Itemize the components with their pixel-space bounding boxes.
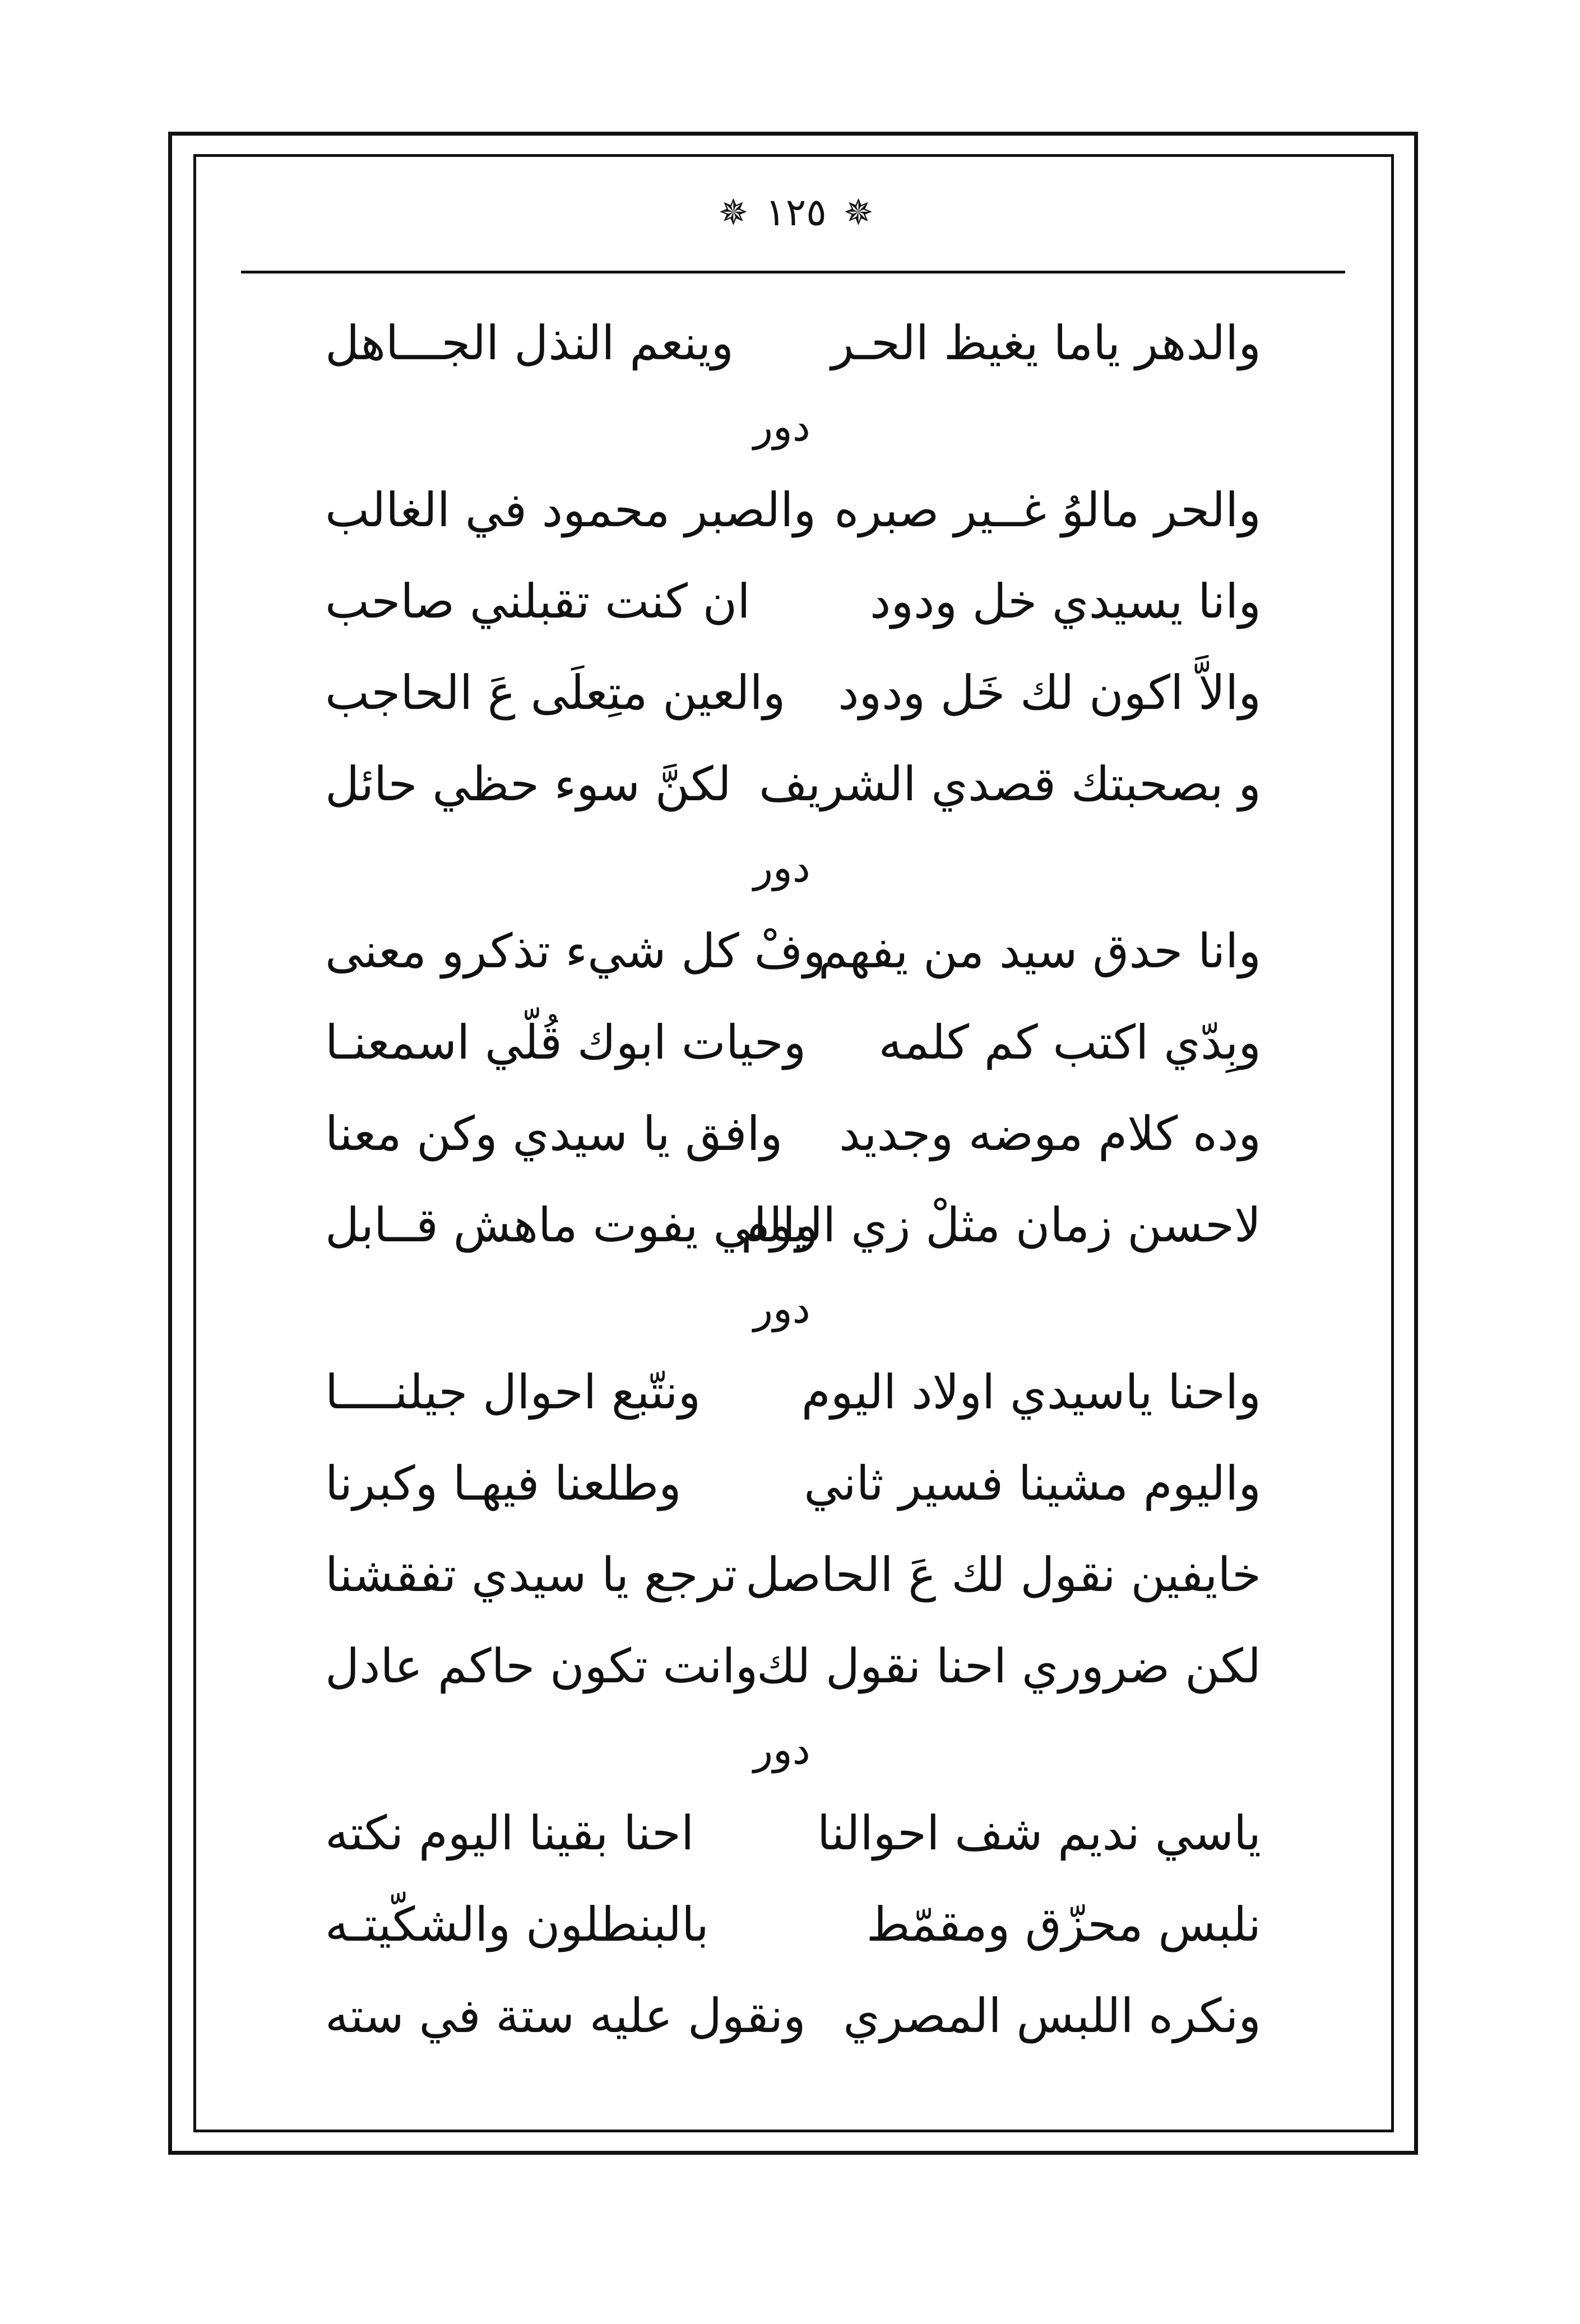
stanza-heading-label: دور — [753, 402, 810, 450]
verse-second-hemistich: ان كنت تقبلني صاحب — [325, 573, 750, 629]
verse-first-hemistich: وده كلام موضه وجديد — [838, 1106, 1261, 1161]
verse-line — [325, 1970, 1261, 2061]
verse-second-hemistich: بالبنطلون والشكّيتـه — [325, 1896, 709, 1952]
stanza-heading — [325, 1270, 1261, 1346]
verse-first-hemistich: واليوم مشينا فسير ثاني — [804, 1455, 1261, 1511]
verse-second-hemistich: وفْ كل شيء تذكرو معنى — [325, 923, 826, 978]
verse-first-hemistich: نلبس محزّق ومقمّط — [866, 1896, 1261, 1952]
verse-first-hemistich: لاحسن زمان مثلْ زي اليوم — [740, 1197, 1261, 1253]
verse-second-hemistich: احنا بقينا اليوم نكته — [325, 1805, 694, 1861]
ornament-star-icon: ✵ — [718, 192, 749, 234]
verse-line — [325, 1620, 1261, 1711]
verse-first-hemistich: وانا حدق سيد من يفهم — [818, 923, 1261, 978]
verse-first-hemistich: والحر مالوُ غــير صبره — [834, 482, 1261, 537]
verse-second-hemistich: وينعم النذل الجـــاهل — [325, 315, 734, 370]
verse-line — [325, 1787, 1261, 1878]
stanza-heading-label: دور — [753, 843, 810, 891]
poem-body — [325, 297, 1261, 2061]
page-number: ١٢٥ — [765, 191, 827, 235]
stanza-heading-label: دور — [753, 1284, 810, 1332]
verse-second-hemistich: ونقول عليه ستة في سته — [325, 1988, 806, 2043]
verse-first-hemistich: وبِدّي اكتب كم كلمه — [878, 1014, 1261, 1070]
verse-line — [325, 905, 1261, 996]
verse-second-hemistich: لكنَّ سوء حظي حائل — [325, 756, 731, 811]
verse-first-hemistich: و بصحبتك قصدي الشريف — [759, 756, 1261, 811]
verse-line — [325, 996, 1261, 1088]
verse-line — [325, 1179, 1261, 1270]
stanza-heading — [325, 388, 1261, 464]
stanza-heading — [325, 1711, 1261, 1787]
verse-first-hemistich: وانا يسيدي خل ودود — [870, 573, 1261, 629]
verse-line — [325, 1529, 1261, 1620]
verse-first-hemistich: واحنا ياسيدي اولاد اليوم — [801, 1364, 1261, 1420]
ornament-star-icon: ✵ — [843, 192, 874, 234]
verse-first-hemistich: ياسي نديم شف احوالنا — [817, 1805, 1261, 1861]
verse-line — [325, 1878, 1261, 1970]
header-divider — [241, 271, 1345, 273]
verse-second-hemistich: واللي يفوت ماهش قــابل — [325, 1197, 818, 1253]
verse-first-hemistich: خايفين نقول لك عَ الحاصل — [745, 1547, 1261, 1602]
verse-second-hemistich: وحيات ابوك قُلّي اسمعنـا — [325, 1014, 807, 1070]
stanza-heading-label: دور — [753, 1725, 810, 1773]
verse-line — [325, 297, 1261, 388]
verse-second-hemistich: والصبر محمود في الغالب — [325, 482, 817, 537]
verse-line — [325, 738, 1261, 829]
verse-second-hemistich: ترجع يا سيدي تفقشنا — [325, 1547, 738, 1602]
verse-second-hemistich: والعين متِعلَى عَ الحاجب — [325, 665, 786, 720]
verse-first-hemistich: والاَّ اكون لك خَل ودود — [838, 665, 1261, 720]
verse-first-hemistich: لكن ضروري احنا نقول لك — [756, 1638, 1261, 1694]
verse-second-hemistich: وانت تكون حاكم عادل — [325, 1638, 758, 1694]
verse-line — [325, 647, 1261, 738]
verse-first-hemistich: والدهر ياما يغيظ الحـر — [831, 315, 1261, 370]
verse-first-hemistich: ونكره اللبس المصري — [843, 1988, 1261, 2043]
verse-line — [325, 1437, 1261, 1529]
verse-line — [325, 1346, 1261, 1437]
verse-line — [325, 464, 1261, 555]
verse-second-hemistich: وافق يا سيدي وكن معنا — [325, 1106, 783, 1161]
verse-second-hemistich: وطلعنا فيهـا وكبرنا — [325, 1455, 682, 1511]
verse-line — [325, 1088, 1261, 1179]
page-header — [684, 182, 908, 244]
verse-line — [325, 555, 1261, 647]
verse-second-hemistich: ونتّبع احوال جيلنــــا — [325, 1364, 701, 1420]
stanza-heading — [325, 829, 1261, 905]
